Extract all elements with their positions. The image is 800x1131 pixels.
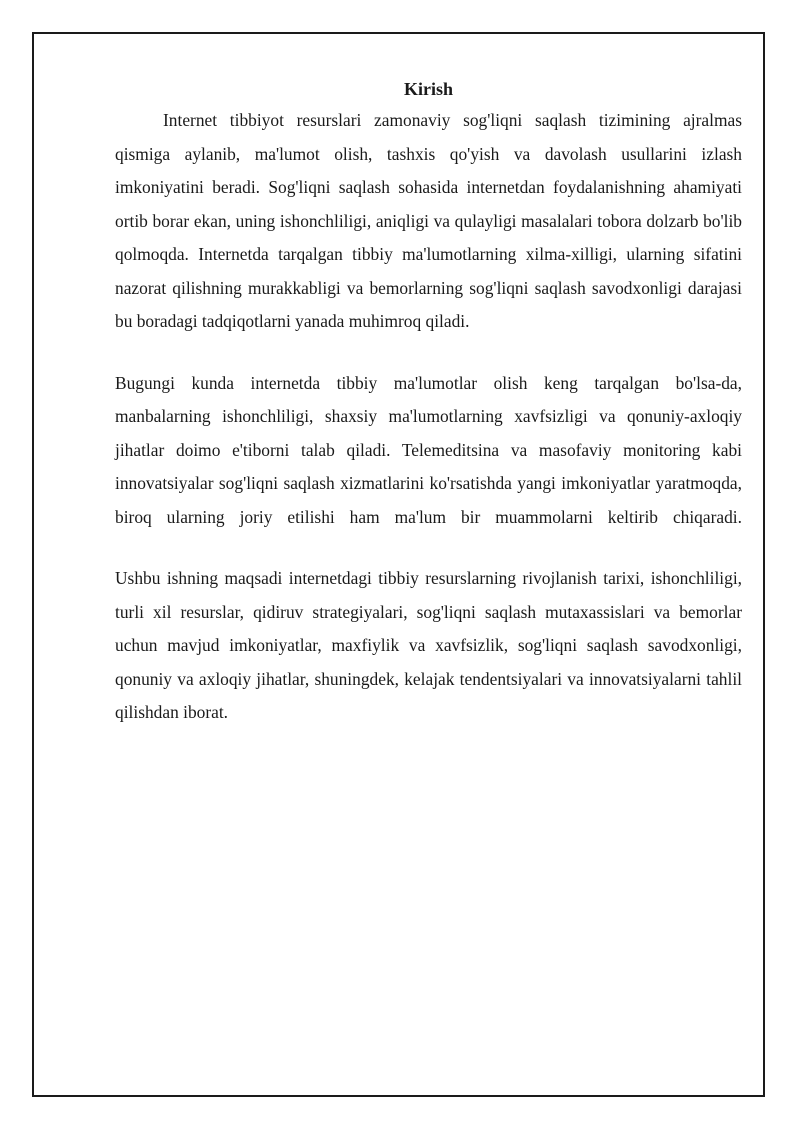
- document-body: [115, 74, 742, 730]
- document-title: Kirish: [403, 79, 453, 99]
- paragraph-gap: [115, 534, 742, 562]
- paragraph-gap: [115, 339, 742, 367]
- paragraph-second: Bugungi kunda internetda tibbiy ma'lumotlar olish keng tarqalgan bo'lsa-da, manbalarning ishonchliligi, shaxsiy ma'lumotlarning xavfsizligi va qonuniy-axloqiy jihatlar doimo e'tiborni talab qiladi. Telemeditsina va masofaviy monitoring kabi innovatsiyalar sog'liqni saqlash xizmatlarini ko'rsatishda yangi imkoniyatlar yaratmoqda, biroq ularning joriy etilishi ham ma'lum bir muammolarni keltirib chiqaradi.: [115, 372, 742, 527]
- paragraph-aim: Ushbu ishning maqsadi internetdagi tibbiy resurslarning rivojlanish tarixi, ishonchliligi, turli xil resurslar, qidiruv strategiyalari, sog'liqni saqlash mutaxassislari va bemorlar uchun mavjud imkoniyatlar, maxfiylik va xavfsizlik, sog'liqni saqlash savodxonligi, qonuniy va axloqiy jihatlar, shuningdek, kelajak tendentsiyalari va innovatsiyalarni tahlil qilishdan iborat.: [115, 568, 742, 722]
- paragraph-intro: Internet tibbiyot resurslari zamonaviy sog'liqni saqlash tizimining ajralmas qismiga aylanib, ma'lumot olish, tashxis qo'yish va davolash usullarini izlash imkoniyatini beradi. Sog'liqni saqlash sohasida internetdan foydalanishning ahamiyati ortib borar ekan, uning ishonchliligi, aniqligi va qulayligi masalalari tobora dolzarb bo'lib qolmoqda. Internetda tarqalgan tibbiy ma'lumotlarning xilma-xilligi, ularning sifatini nazorat qilishning murakkabligi va bemorlarning sog'liqni saqlash savodxonligi darajasi bu boradagi tadqiqotlarni yanada muhimroq qiladi.: [115, 110, 742, 331]
